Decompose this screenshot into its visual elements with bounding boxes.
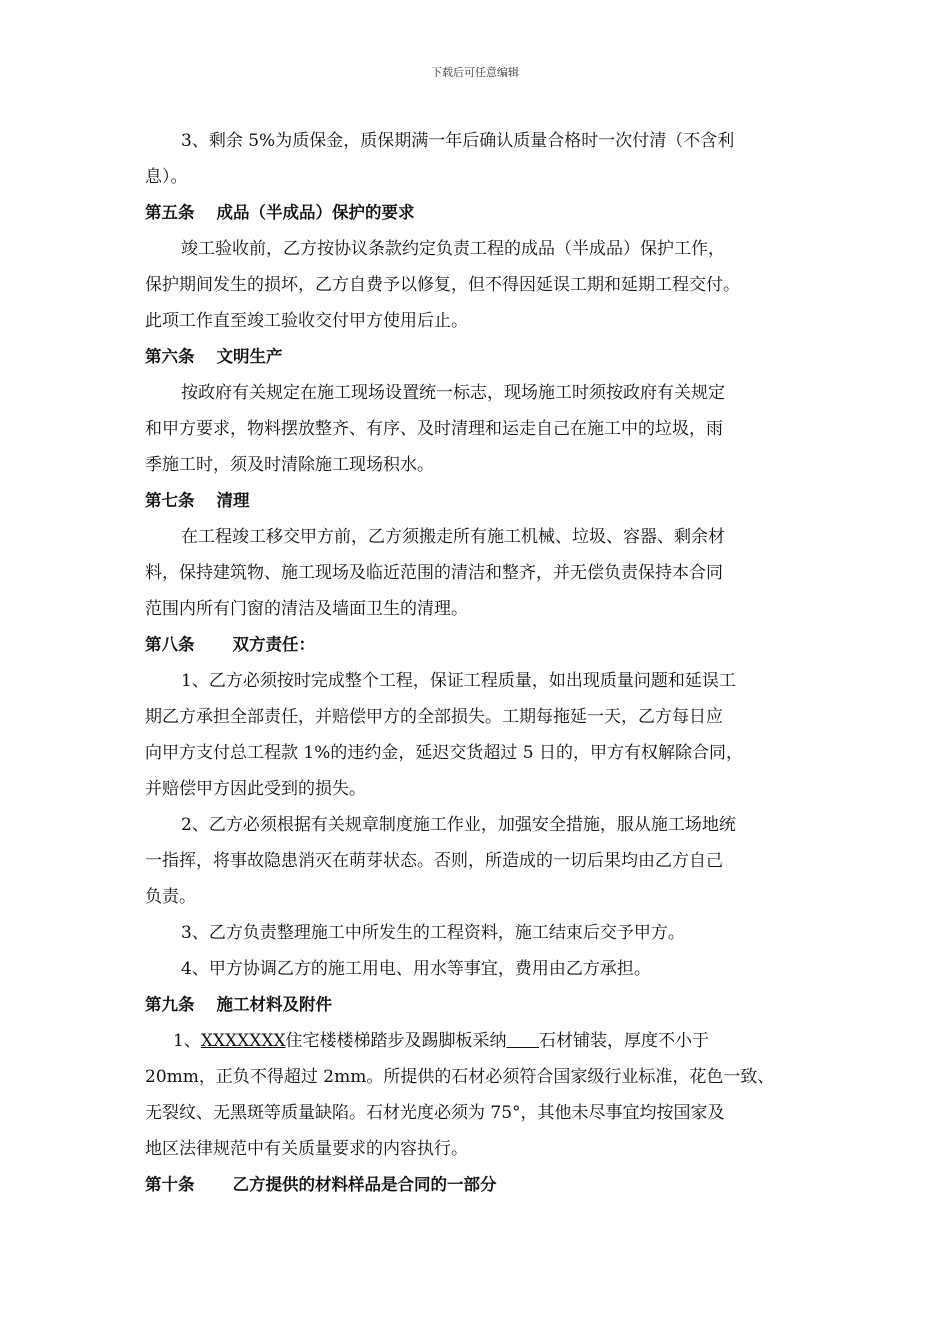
article5-title: 成品（半成品）保护的要求 <box>216 203 415 222</box>
article6-line1: 按政府有关规定在施工现场设置统一标志，现场施工时须按政府有关规定 <box>181 383 725 403</box>
article9-item1-tail: 石材铺装，厚度不小于 <box>538 1031 709 1051</box>
article6-line3: 季施工时，须及时清除施工现场积水。 <box>145 455 434 475</box>
article6-number: 第六条 <box>145 347 195 366</box>
article8-title: 双方责任： <box>232 635 315 654</box>
article4-item3-line2: 息）。 <box>145 167 188 187</box>
project-name-field: XXXXXXX <box>200 1031 286 1051</box>
article6-line2: 和甲方要求，物料摆放整齐、有序、及时清理和运走自己在施工中的垃圾，雨 <box>145 419 723 439</box>
article9-title: 施工材料及附件 <box>216 995 332 1014</box>
article9-item1-line1 <box>145 1023 820 1059</box>
article5-heading <box>145 195 820 231</box>
article8-item2-line3: 负责。 <box>145 887 196 907</box>
article8-heading <box>145 627 820 663</box>
article9-item1-prefix: 1、 <box>173 1031 201 1051</box>
article8-item1-line1: 1、乙方必须按时完成整个工程，保证工程质量，如出现质量问题和延误工 <box>181 671 736 691</box>
article4-item3-line1: 3、剩余 5%为质保金，质保期满一年后确认质量合格时一次付清（不含利 <box>181 131 735 151</box>
article8-item1-line2: 期乙方承担全部责任，并赔偿甲方的全部损失。工期每拖延一天，乙方每日应 <box>145 707 723 727</box>
article8-item1-line3: 向甲方支付总工程款 1%的违约金，延迟交货超过 5 日的，甲方有权解除合同， <box>145 743 743 763</box>
article8-item2-line2: 一指挥，将事故隐患消灭在萌芽状态。否则，所造成的一切后果均由乙方自己 <box>145 851 723 871</box>
article9-line4: 地区法律规范中有关质量要求的内容执行。 <box>145 1139 468 1159</box>
article5-line1: 竣工验收前，乙方按协议条款约定负责工程的成品（半成品）保护工作， <box>181 239 725 259</box>
article8-item2-line1: 2、乙方必须根据有关规章制度施工作业，加强安全措施，服从施工场地统 <box>181 815 736 835</box>
article7-title: 清理 <box>216 491 250 510</box>
document-body <box>145 123 820 1203</box>
article9-line2: 20mm，正负不得超过 2mm。所提供的石材必须符合国家级行业标准，花色一致、 <box>145 1067 775 1087</box>
article10-title: 乙方提供的材料样品是合同的一部分 <box>232 1175 497 1194</box>
article6-title: 文明生产 <box>216 347 283 366</box>
article7-line1: 在工程竣工移交甲方前，乙方须搬走所有施工机械、垃圾、容器、剩余材 <box>181 527 725 547</box>
article8-item1-line4: 并赔偿甲方因此受到的损失。 <box>145 779 366 799</box>
article8-number: 第八条 <box>145 635 195 654</box>
article8-item3: 3、乙方负责整理施工中所发生的工程资料，施工结束后交予甲方。 <box>181 923 685 943</box>
article8-item4: 4、甲方协调乙方的施工用电、用水等事宜，费用由乙方承担。 <box>181 959 651 979</box>
article5-number: 第五条 <box>145 203 195 222</box>
article9-item1-mid: 住宅楼楼梯踏步及踢脚板采纳 <box>285 1031 507 1051</box>
article6-heading <box>145 339 820 375</box>
page-header: 下载后可任意编辑 <box>431 66 519 79</box>
article10-heading <box>145 1167 820 1203</box>
article7-line3: 范围内所有门窗的清洁及墙面卫生的清理。 <box>145 599 468 619</box>
article9-number: 第九条 <box>145 995 195 1014</box>
article10-number: 第十条 <box>145 1175 195 1194</box>
article9-heading <box>145 987 820 1023</box>
article7-number: 第七条 <box>145 491 195 510</box>
article7-heading <box>145 483 820 519</box>
article5-line2: 保护期间发生的损坏，乙方自费予以修复，但不得因延误工期和延期工程交付。 <box>145 275 740 295</box>
article9-line3: 无裂纹、无黑斑等质量缺陷。石材光度必须为 75°，其他未尽事宜均按国家及 <box>145 1103 725 1123</box>
article5-line3: 此项工作直至竣工验收交付甲方使用后止。 <box>145 311 468 331</box>
article7-line2: 料，保持建筑物、施工现场及临近范围的清洁和整齐，并无偿负责保持本合同 <box>145 563 723 583</box>
stone-type-blank <box>507 1031 539 1051</box>
